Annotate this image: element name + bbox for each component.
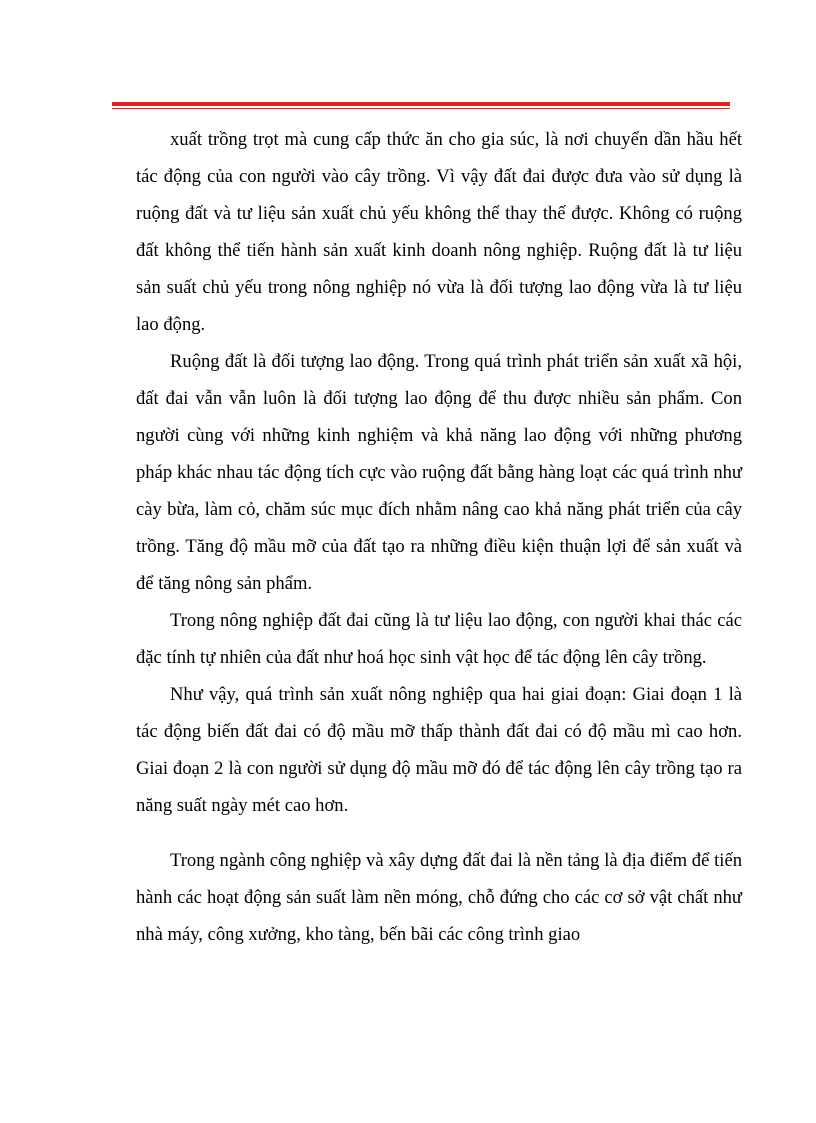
header-rule-thin-line — [112, 108, 730, 109]
paragraph-1: xuất trồng trọt mà cung cấp thức ăn cho gia súc, là nơi chuyển dần hầu hết tác động của con người vào cây trồng. Vì vậy đất đai được đưa vào sử dụng là ruộng đất và tư liệu sản xuất chủ yếu không thể thay thế được. Không có ruộng đất không thể tiến hành sản xuất kinh doanh nông nghiệp. Ruộng đất là tư liệu sản suất chủ yếu trong nông nghiệp nó vừa là đối tượng lao động vừa là tư liệu lao động. — [136, 129, 742, 335]
paragraph-2: Ruộng đất là đối tượng lao động. Trong quá trình phát triển sản xuất xã hội, đất đai vẫn vẫn luôn là đối tượng lao động để thu được nhiều sản phẩm. Con người cùng với những kinh nghiệm và khả năng lao động với những phương pháp khác nhau tác động tích cực vào ruộng đất bằng hàng loạt các quá trình như cày bừa, làm cỏ, chăm súc mục đích nhằm nâng cao khả năng phát triển của cây trồng. Tăng độ mầu mỡ của đất tạo ra những điều kiện thuận lợi để sản xuất và để tăng nông sản phẩm. — [136, 351, 742, 594]
header-rule — [112, 102, 730, 109]
paragraph-4: Như vậy, quá trình sản xuất nông nghiệp qua hai giai đoạn: Giai đoạn 1 là tác động biến đất đai có độ mầu mỡ thấp thành đất đai có độ mầu mì cao hơn. Giai đoạn 2 là con người sử dụng độ mầu mỡ đó để tác động lên cây trồng tạo ra năng suất ngày mét cao hơn. — [136, 684, 742, 816]
paragraph-5: Trong ngành công nghiệp và xây dựng đất đai là nền tảng là địa điểm để tiến hành các hoạt động sản suất làm nền móng, chỗ đứng cho các cơ sở vật chất như nhà máy, công xưởng, kho tàng, bến bãi các công trình giao — [136, 850, 742, 945]
paragraph-3: Trong nông nghiệp đất đai cũng là tư liệu lao động, con người khai thác các đặc tính tự nhiên của đất như hoá học sinh vật học để tác động lên cây trồng. — [136, 610, 742, 668]
document-body — [136, 121, 742, 953]
